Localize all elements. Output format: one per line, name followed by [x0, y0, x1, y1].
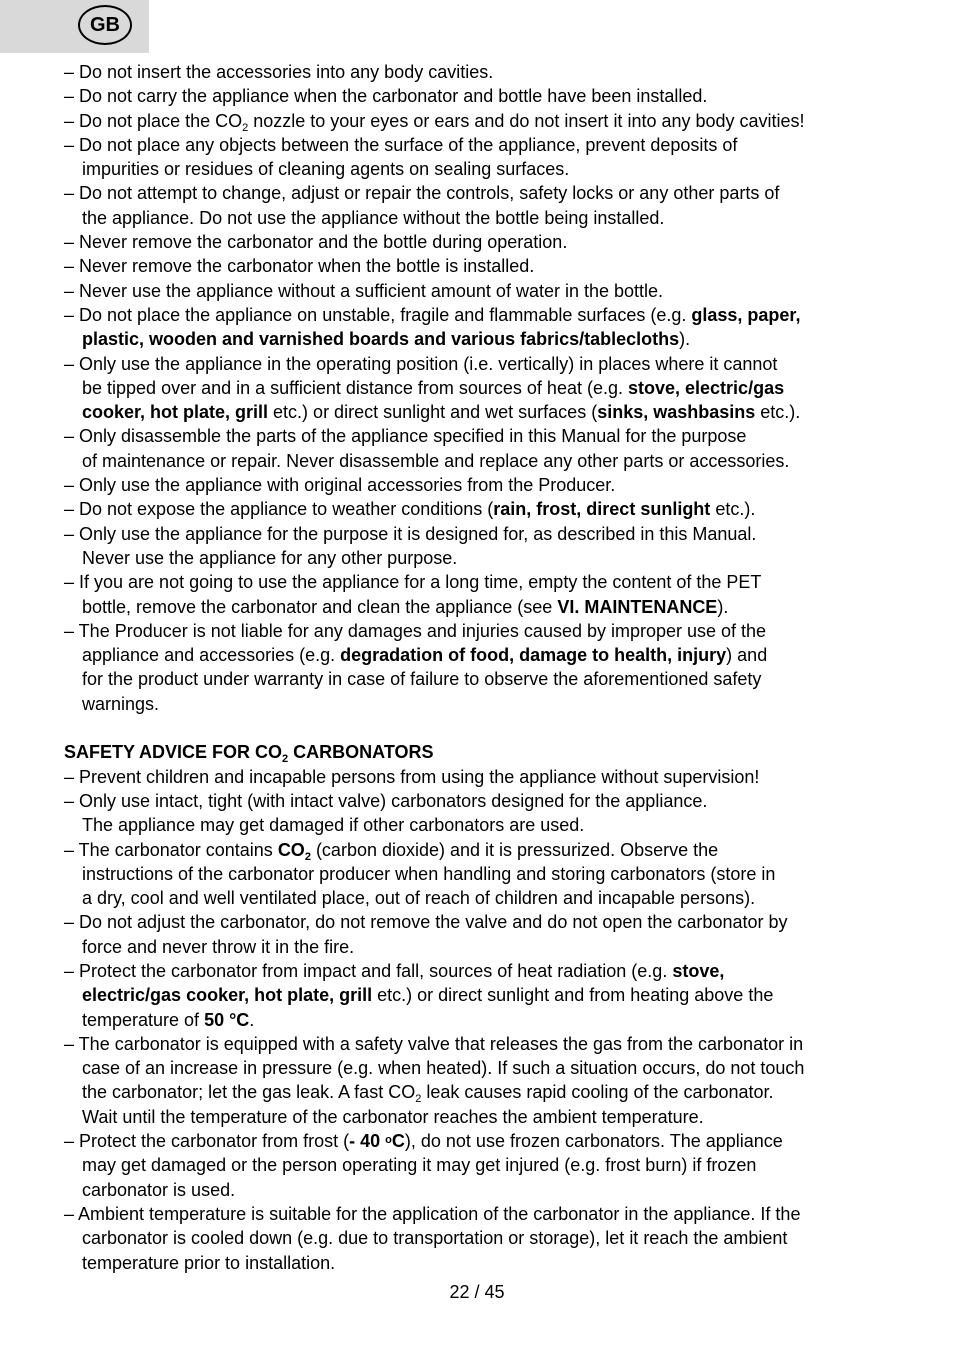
- text-segment: etc.).: [710, 499, 756, 520]
- text-line: [82, 1105, 924, 1129]
- safety-warning-item: [64, 133, 924, 182]
- text-line: [82, 813, 924, 837]
- text-segment: 2: [415, 1093, 422, 1106]
- text-segment: nozzle to your eyes or ears and do not insert it into any body cavities!: [248, 110, 805, 131]
- text-line: [82, 1251, 924, 1275]
- text-segment: warnings.: [82, 693, 160, 714]
- text-line: [64, 279, 924, 303]
- text-segment: – Only use the appliance for the purpose it is designed for, as described in this Manual.: [64, 523, 757, 544]
- text-segment: glass, paper,: [691, 304, 801, 325]
- carbonator-warning-item: [64, 789, 924, 838]
- text-line: [82, 376, 924, 400]
- safety-heading: [64, 740, 924, 764]
- text-segment: case of an increase in pressure (e.g. when heated). If such a situation occurs, do not touch: [82, 1058, 805, 1079]
- text-segment: CO: [277, 839, 305, 860]
- text-segment: – Do not place the appliance on unstable, fragile and flammable surfaces (e.g.: [64, 304, 692, 325]
- safety-warning-item: [64, 279, 924, 303]
- text-segment: a dry, cool and well ventilated place, out of reach of children and incapable persons).: [82, 888, 756, 909]
- text-line: [82, 692, 924, 716]
- text-segment: The appliance may get damaged if other carbonators are used.: [82, 815, 585, 836]
- text-segment: cooker, hot plate, grill: [82, 402, 269, 423]
- text-segment: – Only use intact, tight (with intact valve) carbonators designed for the appliance.: [64, 790, 708, 811]
- text-line: [64, 84, 924, 108]
- text-line: [64, 497, 924, 521]
- text-line: [82, 1178, 924, 1202]
- text-segment: plastic, wooden and varnished boards and various fabrics/tablecloths: [82, 329, 680, 350]
- text-line: [64, 838, 924, 863]
- text-segment: – Only disassemble the parts of the appliance specified in this Manual for the purpose: [64, 426, 747, 447]
- safety-warning-item: [64, 181, 924, 230]
- text-segment: – Never remove the carbonator and the bottle during operation.: [64, 232, 568, 253]
- text-segment: SAFETY ADVICE FOR CO: [64, 742, 283, 763]
- text-segment: carbonator is cooled down (e.g. due to transportation or storage), let it reach the ambient: [82, 1228, 788, 1249]
- text-line: [64, 959, 924, 983]
- carbonator-safety-list: [64, 765, 924, 1275]
- text-segment: be tipped over and in a sufficient distance from sources of heat (e.g.: [82, 377, 628, 398]
- text-segment: – Protect the carbonator from frost (: [64, 1131, 350, 1152]
- text-line: [82, 862, 924, 886]
- text-segment: degradation of food, damage to health, injury: [340, 645, 727, 666]
- text-line: [82, 1080, 924, 1104]
- text-line: [64, 303, 924, 327]
- text-segment: etc.) or direct sunlight and from heating above the: [372, 985, 774, 1006]
- text-segment: sinks, washbasins: [597, 402, 756, 423]
- safety-warning-item: [64, 230, 924, 254]
- text-segment: carbonator is used.: [82, 1179, 236, 1200]
- manual-content: [64, 60, 924, 1275]
- text-segment: - 40: [349, 1131, 386, 1152]
- text-line: [64, 352, 924, 376]
- safety-warning-item: [64, 570, 924, 619]
- text-segment: (carbon dioxide) and it is pressurized. Observe the: [310, 839, 719, 860]
- safety-warning-item: [64, 254, 924, 278]
- text-segment: – Protect the carbonator from impact and fall, sources of heat radiation (e.g.: [64, 960, 673, 981]
- text-line: [64, 473, 924, 497]
- text-line: [82, 449, 924, 473]
- text-segment: – Ambient temperature is suitable for the application of the carbonator in the appliance. If the: [64, 1203, 801, 1224]
- text-segment: stove,: [672, 960, 725, 981]
- text-line: [82, 1153, 924, 1177]
- safety-warning-item: [64, 84, 924, 108]
- page-number: 22 / 45: [449, 1282, 505, 1302]
- text-line: [64, 1129, 924, 1153]
- safety-warning-item: [64, 619, 924, 716]
- text-segment: – Do not place any objects between the surface of the appliance, prevent deposits of: [64, 134, 738, 155]
- text-line: [64, 765, 924, 789]
- text-line: [82, 667, 924, 691]
- text-segment: rain, frost, direct sunlight: [493, 499, 711, 520]
- safety-warning-item: [64, 352, 924, 425]
- text-segment: 2: [282, 753, 289, 766]
- text-segment: ).: [679, 329, 691, 350]
- text-segment: ) and: [726, 645, 768, 666]
- text-segment: impurities or residues of cleaning agents on sealing surfaces.: [82, 159, 570, 180]
- text-segment: – Do not adjust the carbonator, do not remove the valve and do not open the carbonator by: [64, 912, 788, 933]
- text-line: [64, 789, 924, 813]
- safety-warning-item: [64, 109, 924, 133]
- text-line: [64, 109, 924, 134]
- text-line: [64, 570, 924, 594]
- text-line: [82, 886, 924, 910]
- text-line: [82, 157, 924, 181]
- text-segment: – Do not insert the accessories into any body cavities.: [64, 62, 494, 82]
- text-segment: 2: [304, 850, 311, 863]
- text-segment: force and never throw it in the fire.: [82, 936, 355, 957]
- text-segment: – Only use the appliance with original accessories from the Producer.: [64, 475, 616, 496]
- text-segment: 2: [242, 121, 249, 134]
- text-segment: appliance and accessories (e.g.: [82, 645, 341, 666]
- safety-warning-item: [64, 473, 924, 497]
- text-segment: may get damaged or the person operating it may get injured (e.g. frost burn) if frozen: [82, 1155, 757, 1176]
- safety-warning-item: [64, 60, 924, 84]
- carbonator-warning-item: [64, 1202, 924, 1275]
- text-segment: ).: [717, 596, 729, 617]
- text-segment: .: [249, 1009, 255, 1030]
- text-line: [64, 133, 924, 157]
- text-line: [82, 983, 924, 1007]
- text-segment: CARBONATORS: [288, 742, 434, 763]
- text-line: [64, 60, 924, 84]
- text-line: [64, 1202, 924, 1226]
- text-line: [82, 400, 924, 424]
- text-segment: the appliance. Do not use the appliance without the bottle being installed.: [82, 207, 665, 228]
- text-segment: C: [391, 1131, 405, 1152]
- text-line: [64, 619, 924, 643]
- text-segment: Wait until the temperature of the carbonator reaches the ambient temperature.: [82, 1106, 704, 1127]
- text-segment: – Prevent children and incapable persons from using the appliance without supervision!: [64, 766, 760, 787]
- text-segment: of maintenance or repair. Never disassemble and replace any other parts or accessories.: [82, 450, 790, 471]
- text-segment: – Never use the appliance without a sufficient amount of water in the bottle.: [64, 280, 664, 301]
- carbonator-warning-item: [64, 959, 924, 1032]
- text-segment: VI. MAINTENANCE: [557, 596, 718, 617]
- text-segment: stove, electric/gas: [628, 377, 785, 398]
- text-line: [82, 643, 924, 667]
- text-line: [64, 181, 924, 205]
- text-segment: – Do not attempt to change, adjust or repair the controls, safety locks or any other parts of: [64, 183, 780, 204]
- text-segment: Never use the appliance for any other purpose.: [82, 547, 458, 568]
- text-line: [82, 1056, 924, 1080]
- text-line: [82, 327, 924, 351]
- text-segment: etc.) or direct sunlight and wet surfaces (: [268, 402, 598, 423]
- carbonator-warning-item: [64, 910, 924, 959]
- text-segment: – Never remove the carbonator when the bottle is installed.: [64, 256, 535, 277]
- text-segment: – The carbonator is equipped with a safety valve that releases the gas from the carbonator in: [64, 1033, 804, 1054]
- text-segment: – Do not place the CO: [64, 110, 243, 131]
- general-safety-list: [64, 60, 924, 716]
- text-segment: – Do not carry the appliance when the carbonator and bottle have been installed.: [64, 86, 708, 107]
- text-line: [82, 595, 924, 619]
- text-segment: – The Producer is not liable for any damages and injuries caused by improper use of the: [64, 620, 767, 641]
- text-line: [64, 424, 924, 448]
- text-segment: – Only use the appliance in the operating position (i.e. vertically) in places where it cannot: [64, 353, 778, 374]
- text-segment: etc.).: [755, 402, 801, 423]
- text-segment: leak causes rapid cooling of the carbonator.: [421, 1082, 774, 1103]
- carbonator-warning-item: [64, 765, 924, 789]
- text-line: [82, 546, 924, 570]
- safety-warning-item: [64, 497, 924, 521]
- text-line: [64, 1032, 924, 1056]
- safety-warning-item: [64, 522, 924, 571]
- text-segment: the carbonator; let the gas leak. A fast CO: [82, 1082, 416, 1103]
- text-line: [82, 1226, 924, 1250]
- text-segment: for the product under warranty in case of failure to observe the aforementioned safety: [82, 669, 762, 690]
- language-badge: GB: [78, 5, 132, 45]
- safety-warning-item: [64, 303, 924, 352]
- carbonator-warning-item: [64, 1032, 924, 1129]
- text-segment: ), do not use frozen carbonators. The appliance: [404, 1131, 783, 1152]
- text-line: [82, 1008, 924, 1032]
- carbonator-warning-item: [64, 838, 924, 911]
- text-segment: o: [385, 1134, 392, 1147]
- text-segment: temperature prior to installation.: [82, 1252, 336, 1273]
- text-segment: – If you are not going to use the appliance for a long time, empty the content of the PET: [64, 572, 762, 593]
- text-line: [64, 910, 924, 934]
- text-segment: temperature of: [82, 1009, 205, 1030]
- text-segment: – The carbonator contains: [64, 839, 278, 860]
- text-segment: electric/gas cooker, hot plate, grill: [82, 985, 373, 1006]
- text-line: [64, 230, 924, 254]
- text-line: [82, 935, 924, 959]
- text-segment: instructions of the carbonator producer when handling and storing carbonators (store in: [82, 863, 776, 884]
- text-line: [82, 206, 924, 230]
- safety-warning-item: [64, 424, 924, 473]
- carbonator-warning-item: [64, 1129, 924, 1202]
- text-segment: 50 °C: [204, 1009, 250, 1030]
- text-line: [64, 522, 924, 546]
- text-segment: – Do not expose the appliance to weather conditions (: [64, 499, 494, 520]
- text-line: [64, 254, 924, 278]
- text-segment: bottle, remove the carbonator and clean the appliance (see: [82, 596, 558, 617]
